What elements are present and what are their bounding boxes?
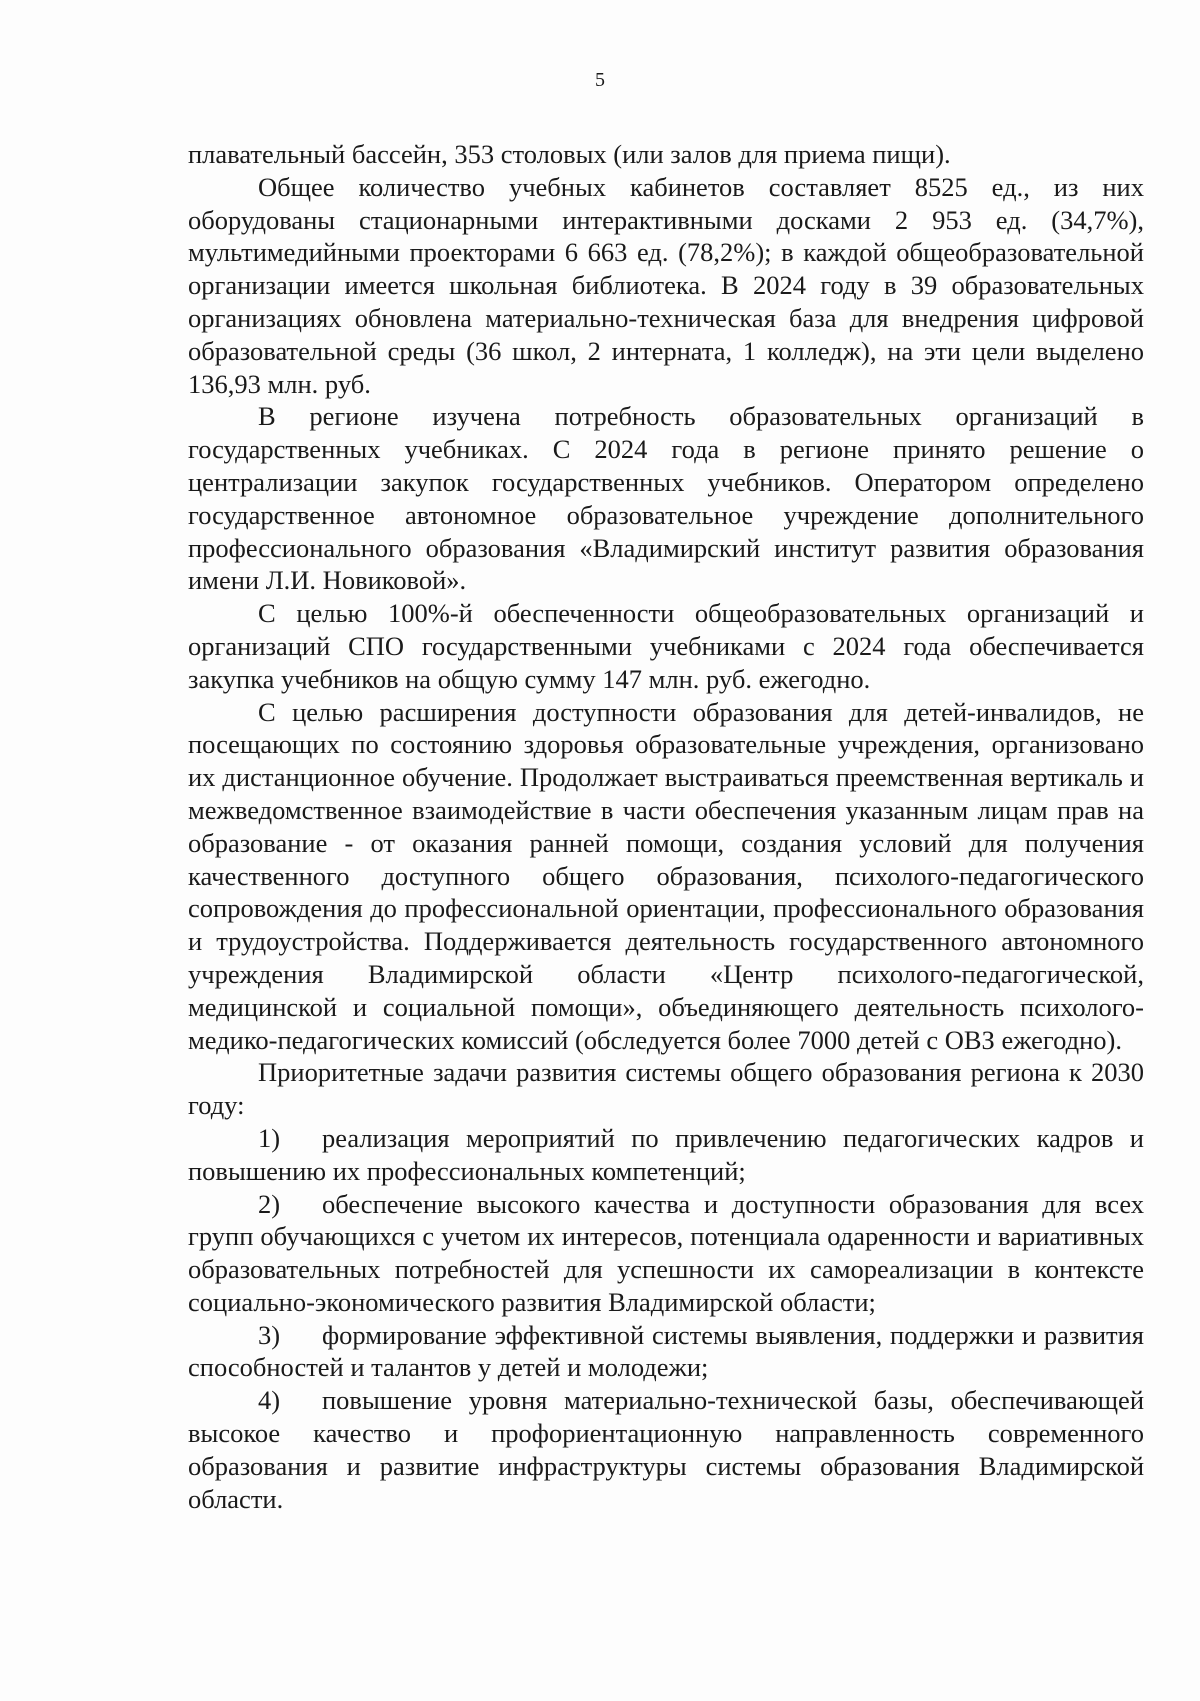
list-item [188, 1188, 1144, 1319]
paragraph: плавательный бассейн, 353 столовых (или залов для приема пищи). [188, 139, 951, 169]
list-item-number: 1) [258, 1122, 281, 1153]
list-item-number: 2) [258, 1188, 281, 1219]
list-item-text: обеспечение высокого качества и доступности образования для всех групп обучающихся с учетом их интересов, потенциала одаренности и вариативных образовательных потребностей для успешности их самореализации в контексте социально-экономического развития Владимирской области; [188, 1188, 1144, 1317]
list-item-number: 3) [258, 1319, 281, 1350]
list-item [188, 1122, 1144, 1188]
paragraph: Приоритетные задачи развития системы общего образования региона к 2030 году: [188, 1057, 1144, 1121]
list-item-text: повышение уровня материально-технической базы, обеспечивающей высокое качество и профориентационную направленность современного образования и развитие инфраструктуры системы образования Владимирской области. [188, 1385, 1144, 1514]
document-body [188, 138, 1144, 1515]
paragraph: Общее количество учебных кабинетов составляет 8525 ед., из них оборудованы стационарными интерактивными досками 2 953 ед. (34,7%), мультимедийными проекторами 6 663 ед. (78,2%); в каждой общеобразовательной организации имеется школьная библиотека. В 2024 году в 39 образовательных организациях обновлена материально-техническая база для внедрения цифровой образовательной среды (36 школ, 2 интерната, 1 колледж), на эти цели выделено 136,93 млн. руб. [188, 171, 1144, 399]
list-item [188, 1319, 1144, 1385]
priority-list [188, 1122, 1144, 1516]
paragraph: В регионе изучена потребность образовательных организаций в государственных учебниках. С 2024 года в регионе принято решение о централизации закупок государственных учебников. Оператором определено государственное автономное образовательное учреждение дополнительного профессионального образования «Владимирский институт развития образования имени Л.И. Новиковой». [188, 401, 1144, 596]
list-item [188, 1384, 1144, 1515]
list-item-text: реализация мероприятий по привлечению педагогических кадров и повышению их профессиональных компетенций; [188, 1122, 1144, 1186]
paragraph: С целью расширения доступности образования для детей-инвалидов, не посещающих по состоянию здоровья образовательные учреждения, организовано их дистанционное обучение. Продолжает выстраиваться преемственная вертикаль и межведомственное взаимодействие в части обеспечения указанным лицам прав на образование - от оказания ранней помощи, создания условий для получения качественного доступного общего образования, психолого-педагогического сопровождения до профессиональной ориентации, профессионального образования и трудоустройства. Поддерживается деятельность государственного автономного учреждения Владимирской области «Центр психолого-педагогической, медицинской и социальной помощи», объединяющего деятельность психолого-медико-педагогических комиссий (обследуется более 7000 детей с ОВЗ ежегодно). [188, 696, 1144, 1055]
page-number: 5 [595, 69, 605, 91]
list-item-number: 4) [258, 1385, 281, 1416]
list-item-text: формирование эффективной системы выявления, поддержки и развития способностей и талантов у детей и молодежи; [188, 1319, 1144, 1383]
paragraph: С целью 100%-й обеспеченности общеобразовательных организаций и организаций СПО государственными учебниками с 2024 года обеспечивается закупка учебников на общую сумму 147 млн. руб. ежегодно. [188, 598, 1144, 694]
